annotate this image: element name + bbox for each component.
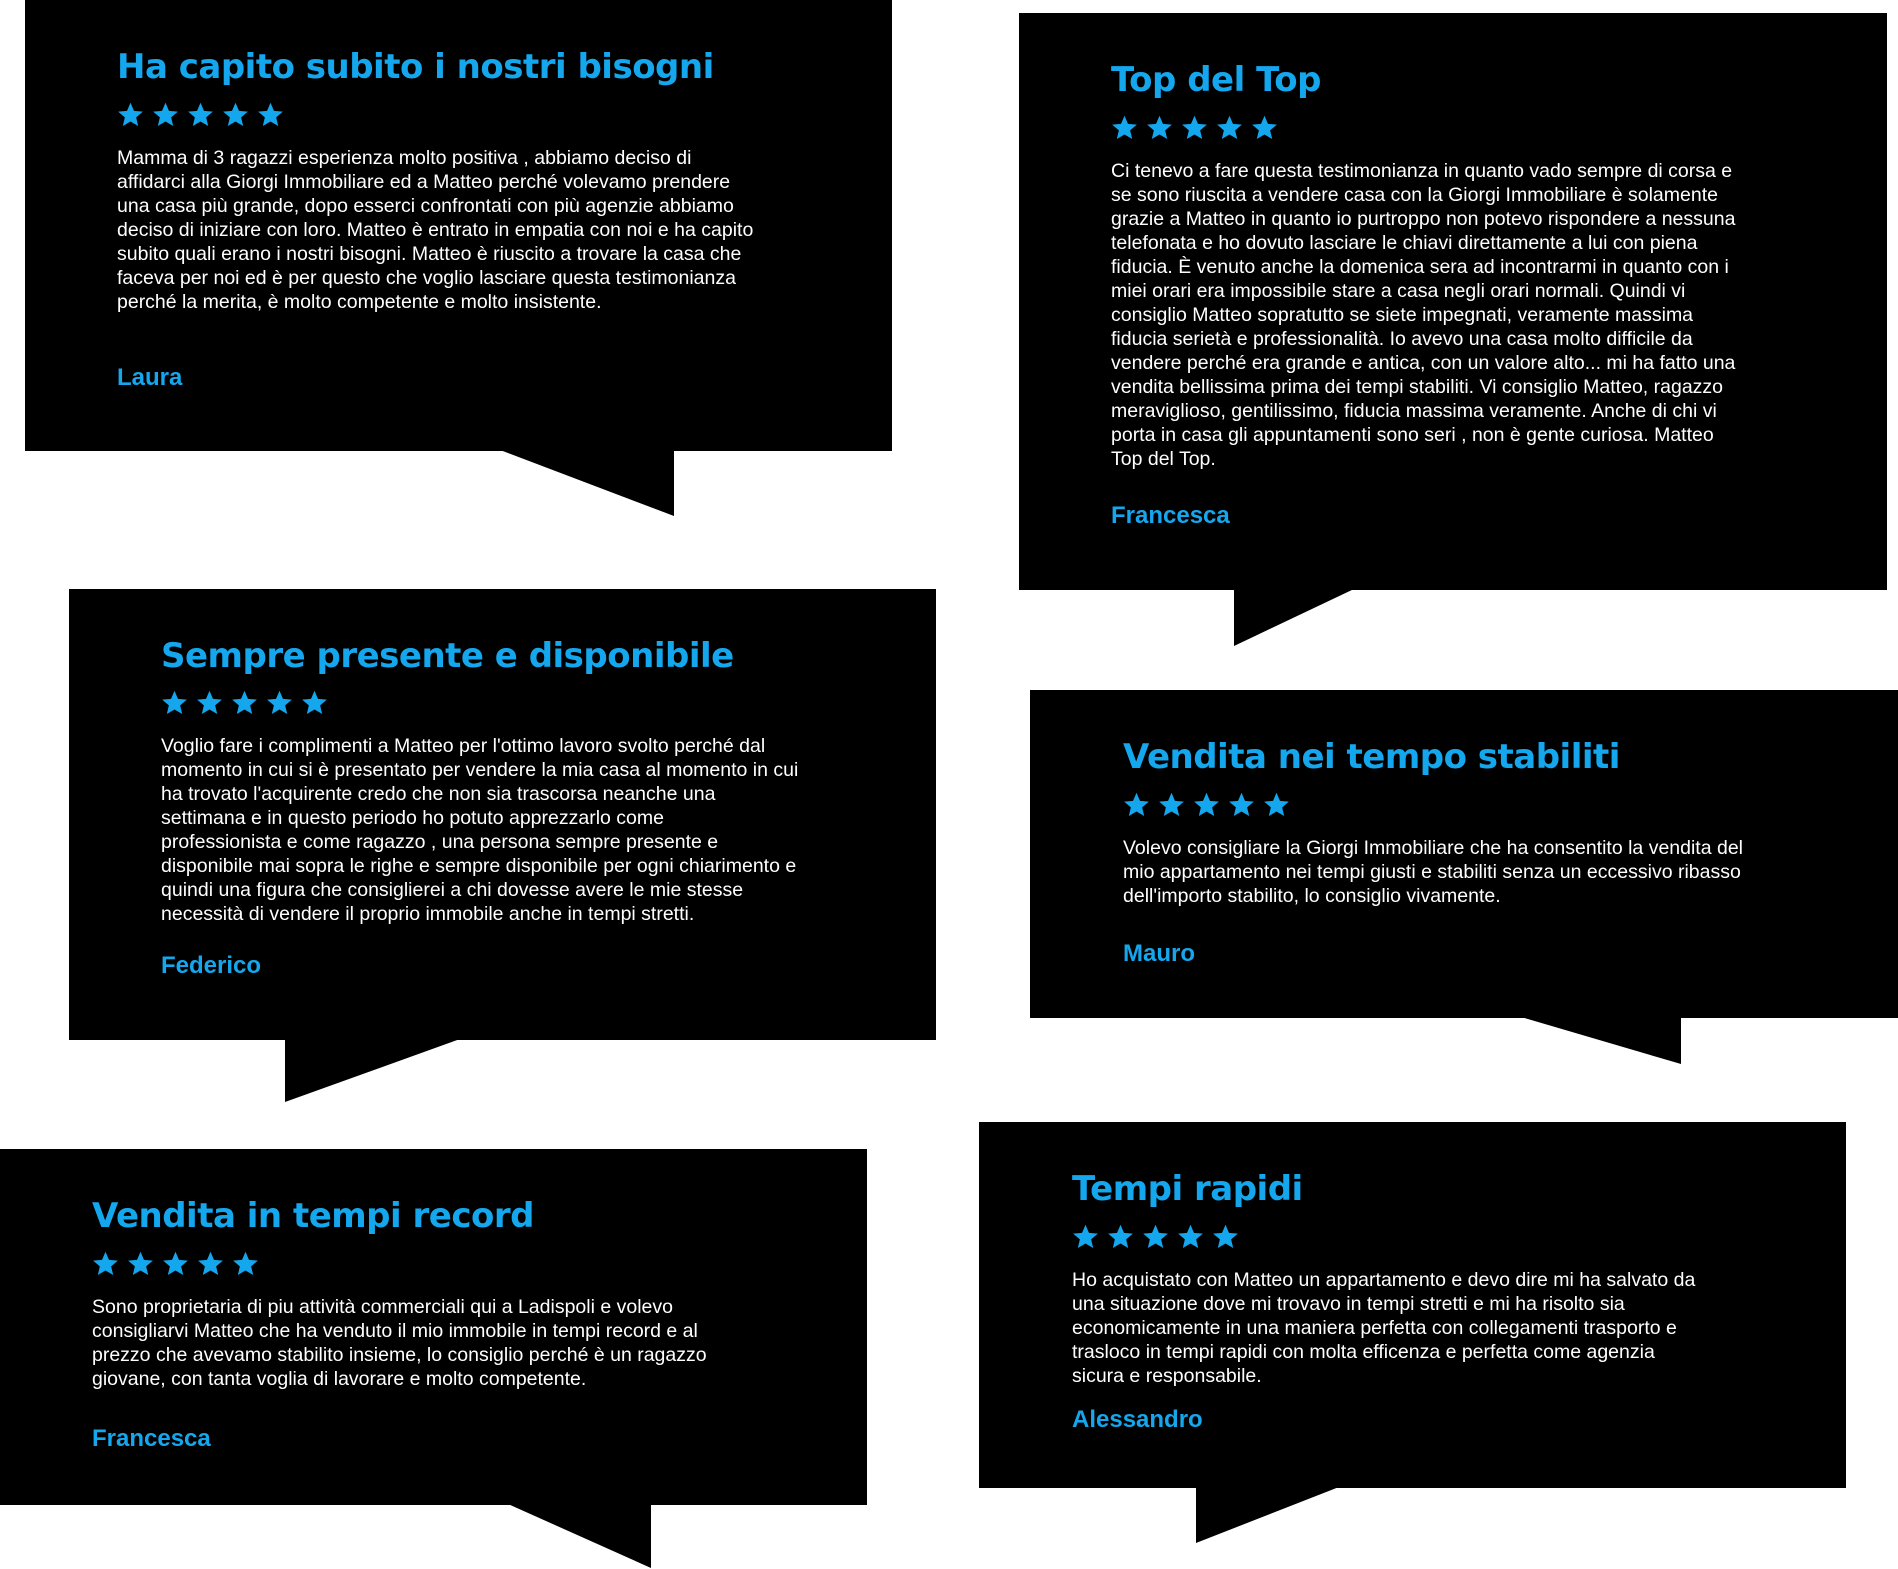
star-rating: [117, 101, 284, 131]
testimonial-title: Vendita nei tempo stabiliti: [1123, 737, 1620, 777]
testimonial-author: Laura: [117, 364, 183, 391]
star-icon: [1181, 114, 1208, 141]
star-icon: [1158, 791, 1185, 818]
speech-bubble-tail: [508, 1504, 653, 1569]
star-rating: [1123, 791, 1290, 821]
speech-bubble-tail: [1521, 1017, 1686, 1065]
testimonial-card-1: [25, 0, 892, 451]
star-rating: [161, 689, 328, 719]
testimonial-text: Ho acquistato con Matteo un appartamento e devo dire mi ha salvato da una situazione dove mi trovavo in tempi stretti e mi ha risolto sia economicamente in una maniera perfetta con collegamenti trasporto e trasloco in tempi rapidi con molta efficenza e perfetta come agenzia sicura e responsabile.: [1072, 1269, 1696, 1387]
star-icon: [1123, 791, 1150, 818]
star-icon: [161, 689, 188, 716]
star-icon: [1263, 791, 1290, 818]
star-rating: [92, 1250, 259, 1280]
speech-bubble-tail: [1234, 589, 1359, 649]
speech-bubble-tail: [1196, 1487, 1341, 1545]
star-icon: [152, 101, 179, 128]
star-rating: [1111, 114, 1278, 144]
star-icon: [127, 1250, 154, 1277]
star-icon: [187, 101, 214, 128]
testimonial-title: Tempi rapidi: [1072, 1169, 1303, 1209]
star-icon: [197, 1250, 224, 1277]
star-icon: [92, 1250, 119, 1277]
star-icon: [1111, 114, 1138, 141]
testimonial-card-4: [1030, 690, 1898, 1018]
star-rating: [1072, 1223, 1239, 1253]
star-icon: [1177, 1223, 1204, 1250]
star-icon: [117, 101, 144, 128]
star-icon: [257, 101, 284, 128]
testimonial-card-5: [0, 1149, 867, 1505]
testimonial-title: Ha capito subito i nostri bisogni: [117, 47, 714, 87]
speech-bubble-tail: [500, 450, 680, 516]
testimonial-card-3: [69, 589, 936, 1040]
star-icon: [1142, 1223, 1169, 1250]
star-icon: [1107, 1223, 1134, 1250]
star-icon: [162, 1250, 189, 1277]
star-icon: [1251, 114, 1278, 141]
star-icon: [266, 689, 293, 716]
star-icon: [1193, 791, 1220, 818]
star-icon: [1072, 1223, 1099, 1250]
star-icon: [1146, 114, 1173, 141]
star-icon: [1228, 791, 1255, 818]
testimonial-card-6: [979, 1122, 1846, 1488]
star-icon: [222, 101, 249, 128]
testimonial-text: Voglio fare i complimenti a Matteo per l'ottimo lavoro svolto perché dal momento in cui si è presentato per vendere la mia casa al momento in cui ha trovato l'acquirente credo che non sia trascorsa neanche una settimana e in questo periodo ho potuto apprezzarlo come professionista e come ragazzo , una persona sempre presente e disponibile mai sopra le righe e sempre disponibile per ogni chiarimento e quindi una figura che consiglierei a chi dovesse avere le mie stesse necessità di vendere il proprio immobile anche in tempi stretti.: [161, 735, 799, 925]
speech-bubble-tail: [285, 1039, 465, 1104]
testimonial-author: Francesca: [1111, 502, 1230, 529]
star-icon: [196, 689, 223, 716]
testimonial-text: Sono proprietaria di piu attività commerciali qui a Ladispoli e volevo consigliarvi Matteo che ha venduto il mio immobile in tempi record e al prezzo che avevamo stabilito insieme, lo consiglio perché è un ragazzo giovane, con tanta voglia di lavorare e molto competente.: [92, 1296, 707, 1390]
testimonial-author: Mauro: [1123, 940, 1195, 967]
testimonial-title: Top del Top: [1111, 60, 1321, 100]
testimonial-text: Mamma di 3 ragazzi esperienza molto positiva , abbiamo deciso di affidarci alla Giorgi Immobiliare ed a Matteo perché volevamo prendere una casa più grande, dopo esserci confrontati con più agenzie abbiamo deciso di iniziare con loro. Matteo è entrato in empatia con noi e ha capito subito quali erano i nostri bisogni. Matteo è riuscito a trovare la casa che faceva per noi ed è per questo che voglio lasciare questa testimonianza perché la merita, è molto competente e molto insistente.: [117, 147, 754, 313]
star-icon: [1212, 1223, 1239, 1250]
star-icon: [231, 689, 258, 716]
testimonial-author: Alessandro: [1072, 1406, 1203, 1433]
star-icon: [1216, 114, 1243, 141]
testimonial-text: Volevo consigliare la Giorgi Immobiliare che ha consentito la vendita del mio appartamento nei tempi giusti e stabiliti senza un eccessivo ribasso dell'importo stabilito, lo consiglio vivamente.: [1123, 837, 1744, 907]
testimonial-author: Federico: [161, 952, 262, 979]
star-icon: [301, 689, 328, 716]
testimonial-author: Francesca: [92, 1425, 211, 1452]
testimonial-text: Ci tenevo a fare questa testimonianza in quanto vado sempre di corsa e se sono riuscita a vendere casa con la Giorgi Immobiliare è solamente grazie a Matteo in quanto io purtroppo non potevo rispondere a nessuna telefonata e ho dovuto lasciare le chiavi direttamente a lui con piena fiducia. È venuto anche la domenica sera ad incontrarmi in quanto con i miei orari era impossibile stare a casa negli orari normali. Quindi vi consiglio Matteo sopratutto se siete impegnati, veramente massima fiducia serietà e professionalità. Io avevo una casa molto difficile da vendere perché era grande e antica, con un valore alto... mi ha fatto una vendita bellissima prima dei tempi stabiliti. Vi consiglio Matteo, ragazzo meraviglioso, gentilissimo, fiducia massima veramente. Anche di chi vi porta in casa gli appuntamenti sono seri , non è gente curiosa. Matteo Top del Top.: [1111, 160, 1736, 470]
star-icon: [232, 1250, 259, 1277]
testimonial-title: Vendita in tempi record: [92, 1196, 534, 1236]
testimonial-card-2: [1019, 13, 1887, 590]
testimonial-title: Sempre presente e disponibile: [161, 636, 734, 676]
